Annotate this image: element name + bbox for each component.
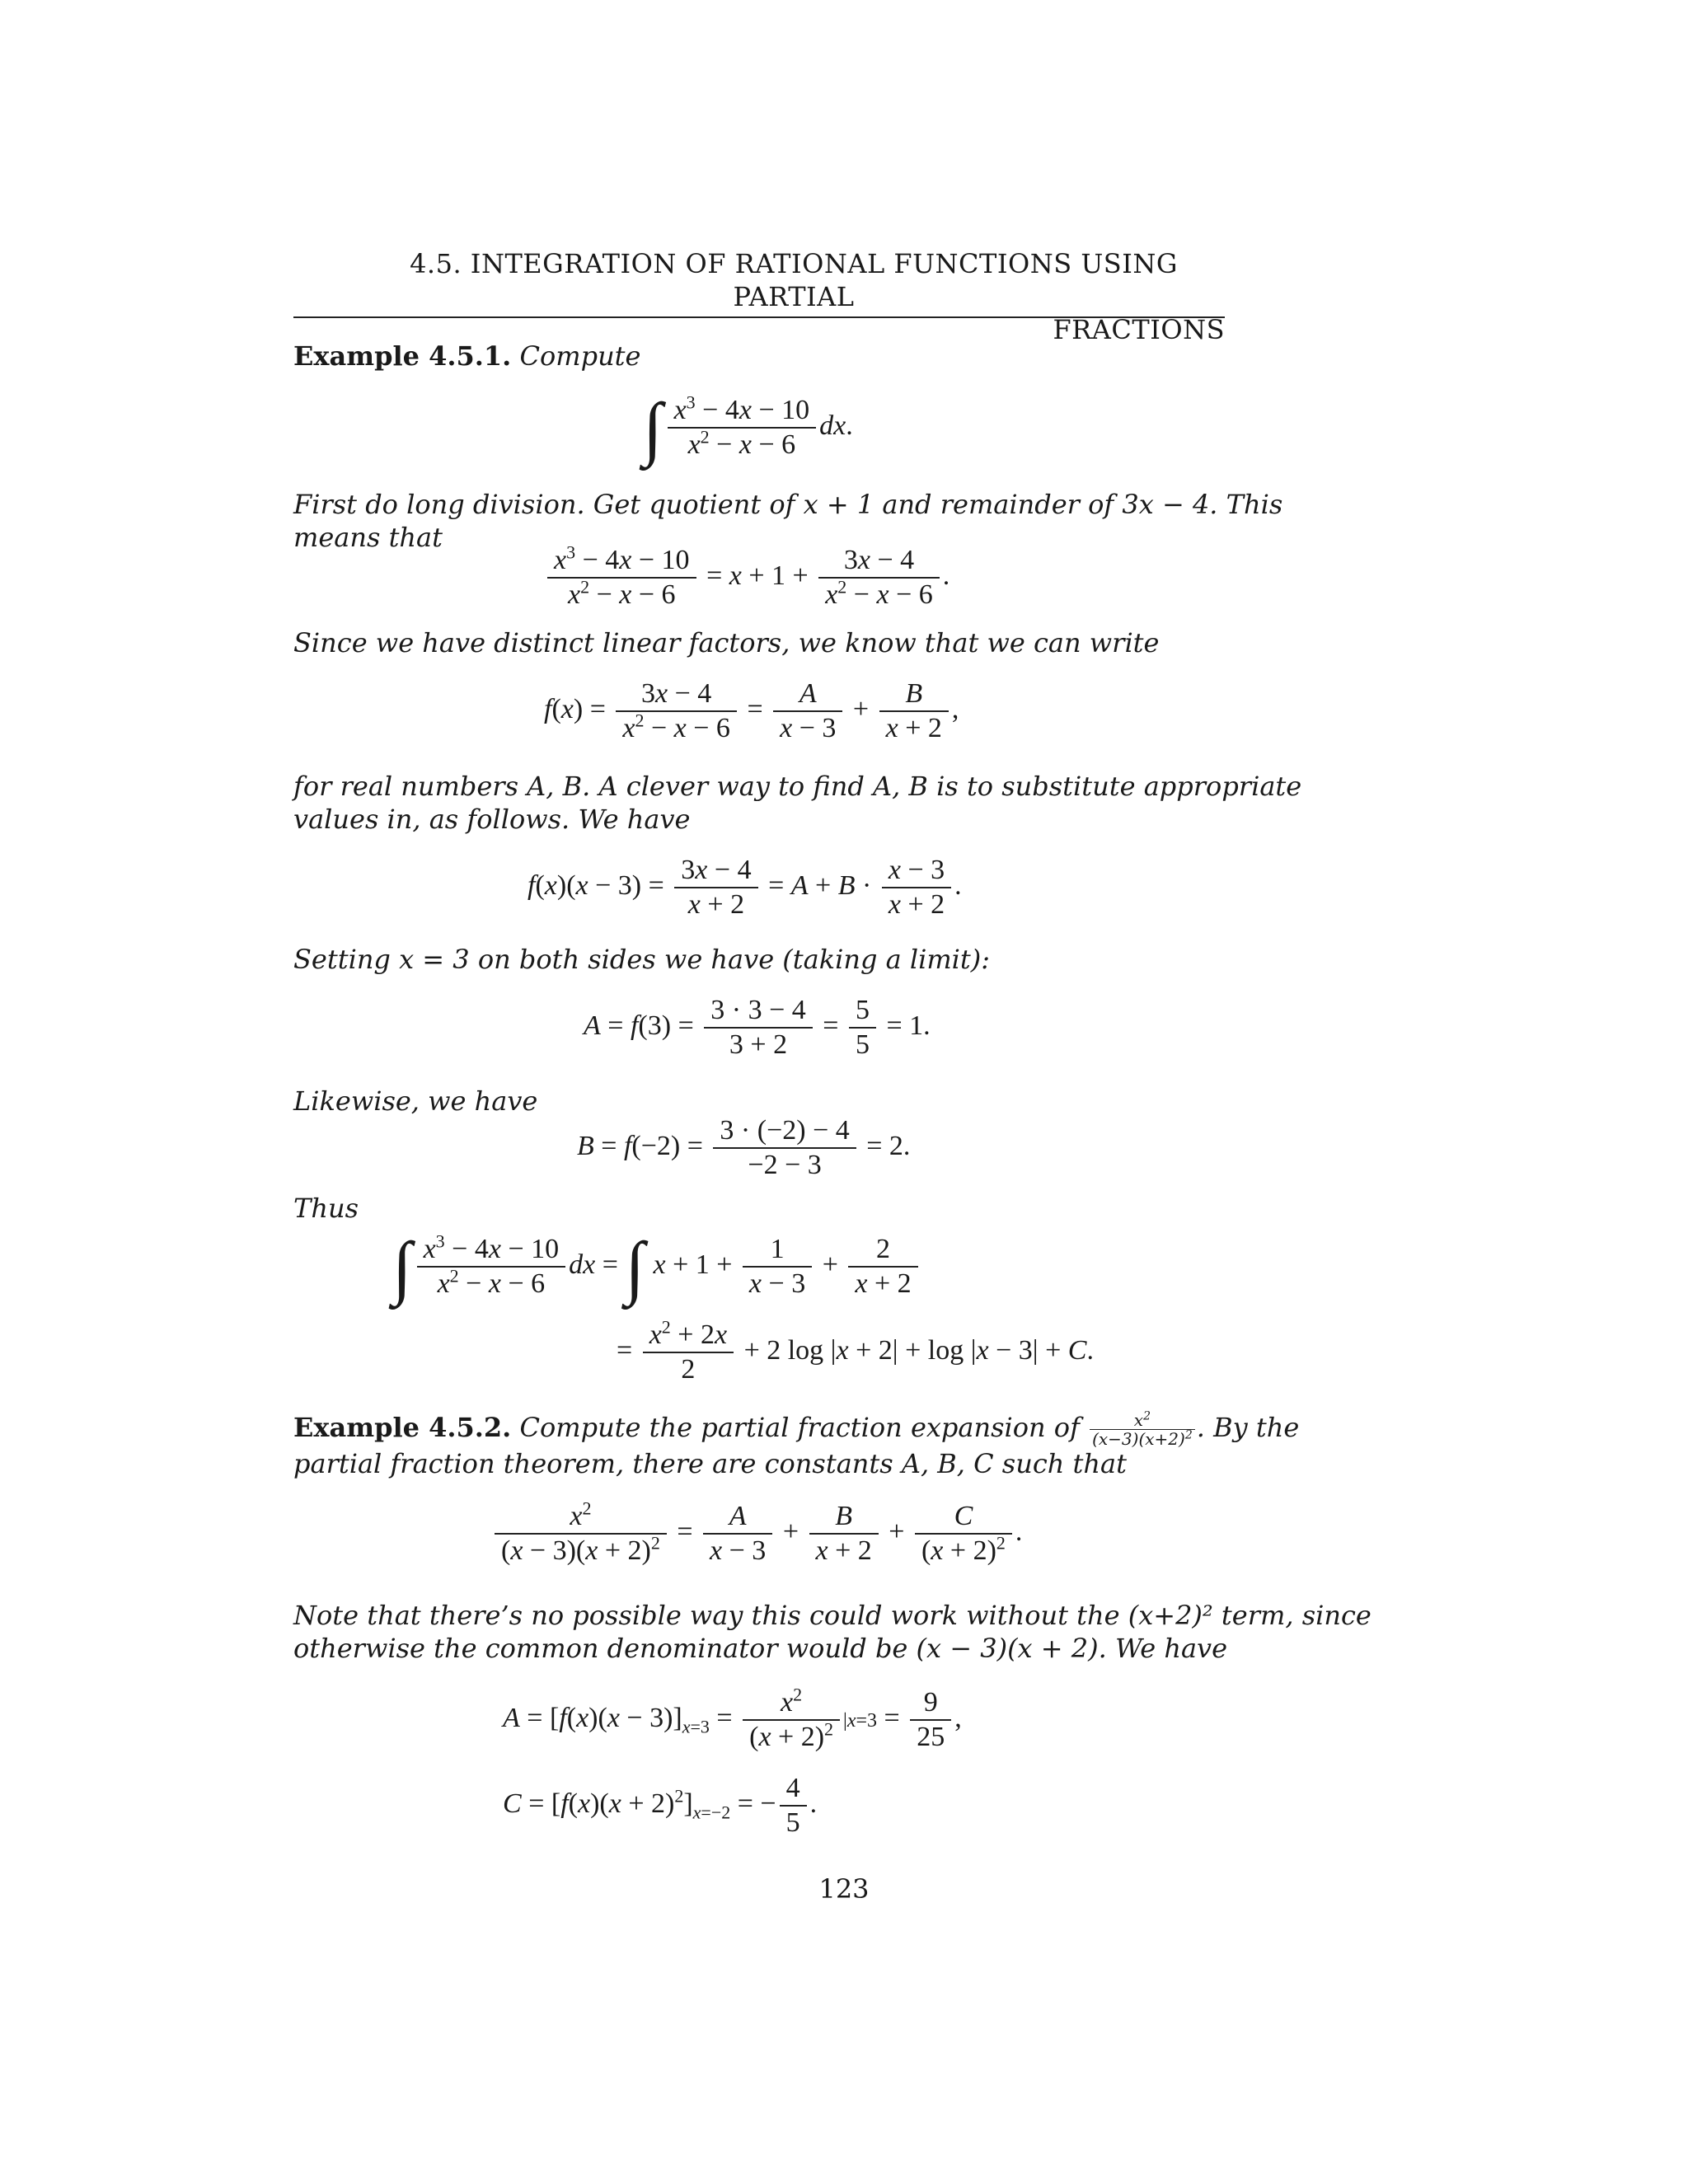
equation-division-result: $\frac{x^3 - 4x - 10}{x^2 - x - 6}$ = x + 1 + $\frac{3x - 4}{x^2 - x - 6}$ . (544, 544, 950, 612)
example-2-line-1: Compute the partial fraction expansion of (519, 1412, 1080, 1443)
inline-fraction: $\frac{x^2}{(x-3)(x+2)^2}$ (1090, 1411, 1195, 1448)
equation-partial-fraction-expansion: $\frac{x^2}{(x - 3)(x + 2)^2}$ = $\frac{A}{x - 3}$ + $\frac{B}{x + 2}$ + $\frac{C}{(x + 2)^2}$ . (491, 1500, 1022, 1568)
example-1-intro: Compute (519, 340, 641, 372)
paragraph-setting-x: Setting x = 3 on both sides we have (taking a limit): (293, 944, 991, 975)
example-2-line-2: partial fraction theorem, there are constants A, B, C such that (293, 1448, 1127, 1479)
paragraph-note-2: otherwise the common denominator would be (x − 3)(x + 2). We have (293, 1633, 1228, 1664)
paragraph-linear-factors: Since we have distinct linear factors, we know that we can write (293, 627, 1160, 658)
paragraph-long-division-1: First do long division. Get quotient of x + 1 and remainder of 3x − 4. This (293, 489, 1283, 520)
equation-f-decomposition: f(x) = $\frac{3x - 4}{x^2 - x - 6}$ = $\frac{A}{x - 3}$ + $\frac{B}{x + 2}$ , (544, 678, 959, 743)
paragraph-likewise: Likewise, we have (293, 1085, 538, 1117)
equation-A-coefficient: $A = [f(x)(x - 3)]_{x=3}$ = $\frac{x^2}{(x + 2)^2}$ |x=3 = $\frac{9}{25}$ , (503, 1684, 962, 1752)
equation-C-coefficient: $C = [f(x)(x + 2)^2]_{x=-2}$ = − $\frac{4}{5}$ . (503, 1773, 818, 1838)
example-2-heading (293, 1411, 1299, 1448)
equation-A-value: A = f(3) = $\frac{3 \cdot 3 - 4}{3 + 2}$ = $\frac{5}{5}$ = 1. (584, 995, 931, 1060)
example-1-heading (293, 340, 640, 373)
header-line-1: 4.5. INTEGRATION OF RATIONAL FUNCTIONS USING PARTIAL (410, 248, 1178, 312)
equation-integral-1: ∫ $\frac{x^3 - 4x - 10}{x^2 - x - 6}$ dx. (643, 388, 853, 467)
example-2-label: Example 4.5.2. (293, 1412, 512, 1443)
example-2-line-1-end: . By the (1196, 1412, 1300, 1443)
equation-integral-result-line-2: = $\frac{x^2 + 2x}{2}$ + 2 log |x + 2| + log |x − 3| + C. (617, 1316, 1094, 1385)
equation-multiply-x-minus-3: f(x)(x − 3) = $\frac{3x - 4}{x + 2}$ = A + B · $\frac{x - 3}{x + 2}$ . (528, 855, 962, 920)
paragraph-real-numbers-1: for real numbers A, B. A clever way to find A, B is to substitute appropriate (293, 771, 1302, 802)
paragraph-real-numbers-2: values in, as follows. We have (293, 804, 691, 835)
equation-integral-result-line-1: ∫ $\frac{x^3 - 4x - 10}{x^2 - x - 6}$ dx = ∫ x + 1 + $\frac{1}{x - 3}$ + $\frac{2}{x + 2}$ (392, 1233, 921, 1301)
running-header (363, 247, 1225, 346)
paragraph-thus: Thus (293, 1193, 359, 1224)
equation-B-value: B = f(−2) = $\frac{3 \cdot (-2) - 4}{-2 - 3}$ = 2. (577, 1115, 911, 1180)
example-1-label: Example 4.5.1. (293, 340, 512, 372)
paragraph-note-1: Note that there’s no possible way this could work without the (x+2)² term, since (293, 1600, 1372, 1631)
paragraph-long-division-2: means that (293, 522, 443, 553)
header-line-2: FRACTIONS (1053, 314, 1225, 345)
page-number: 123 (818, 1873, 870, 1905)
header-rule (293, 316, 1225, 318)
